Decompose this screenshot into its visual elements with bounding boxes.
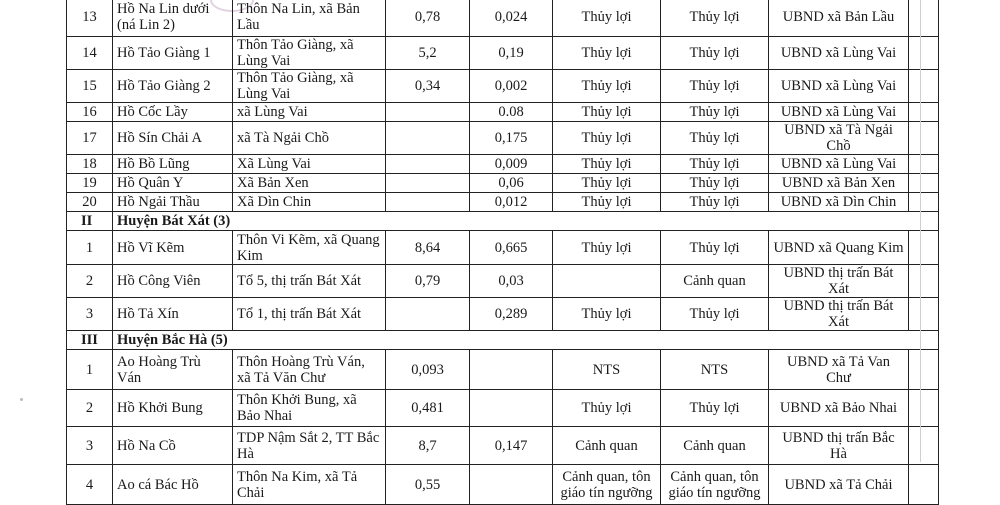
row-number: 13 [67,0,113,37]
value-b: 0,665 [470,231,553,265]
purpose-current: Thủy lợi [553,0,661,37]
purpose-current: Thủy lợi [553,70,661,103]
lake-name: Hồ Sín Chải A [113,122,233,155]
location: Thôn Khởi Bung, xã Bảo Nhai [233,390,386,427]
table-body [67,0,939,505]
lake-name: Hồ Na Cồ [113,427,233,465]
page-edge-line [920,0,921,462]
table-row [67,37,939,70]
value-b: 0,19 [470,37,553,70]
value-b: 0,03 [470,265,553,298]
empty-cell [909,298,939,331]
table-row [67,155,939,174]
purpose-planned: Thủy lợi [661,103,769,122]
purpose-current: Thủy lợi [553,103,661,122]
table-row [67,174,939,193]
managing-authority: UBND thị trấn Bát Xát [769,265,909,298]
location: Thôn Vi Kẽm, xã Quang Kim [233,231,386,265]
value-b: 0,175 [470,122,553,155]
purpose-current: Thủy lợi [553,122,661,155]
purpose-current: Thủy lợi [553,174,661,193]
group-number: III [67,331,113,350]
location: Thôn Tảo Giàng, xã Lùng Vai [233,70,386,103]
purpose-current: Thủy lợi [553,298,661,331]
row-number: 15 [67,70,113,103]
location: TDP Nậm Sắt 2, TT Bắc Hà [233,427,386,465]
table-row [67,193,939,212]
purpose-planned: Cảnh quan, tôn giáo tín ngưỡng [661,465,769,505]
empty-cell [909,70,939,103]
group-row [67,331,939,350]
value-a: 8,7 [386,427,470,465]
managing-authority: UBND xã Bảo Nhai [769,390,909,427]
row-number: 19 [67,174,113,193]
managing-authority: UBND xã Lùng Vai [769,70,909,103]
empty-cell [909,155,939,174]
value-a: 0,55 [386,465,470,505]
row-number: 1 [67,231,113,265]
value-b: 0,06 [470,174,553,193]
empty-cell [909,37,939,70]
location: xã Tà Ngải Chồ [233,122,386,155]
table-row [67,427,939,465]
value-a: 0,79 [386,265,470,298]
value-b: 0.08 [470,103,553,122]
managing-authority: UBND xã Lùng Vai [769,103,909,122]
lake-name: Hồ Tảo Giàng 2 [113,70,233,103]
row-number: 2 [67,265,113,298]
value-a: 0,34 [386,70,470,103]
table-row [67,465,939,505]
lake-name: Hồ Tả Xín [113,298,233,331]
value-a: 0,78 [386,0,470,37]
table-row [67,390,939,427]
purpose-planned: Thủy lợi [661,122,769,155]
purpose-current: NTS [553,350,661,390]
empty-cell [909,0,939,37]
table-row [67,231,939,265]
purpose-planned: Thủy lợi [661,155,769,174]
lake-name: Hồ Ngải Thầu [113,193,233,212]
empty-cell [909,390,939,427]
empty-cell [909,350,939,390]
row-number: 1 [67,350,113,390]
managing-authority: UBND thị trấn Bắc Hà [769,427,909,465]
row-number: 18 [67,155,113,174]
purpose-current: Thủy lợi [553,390,661,427]
group-row [67,212,939,231]
table-row [67,122,939,155]
value-a: 5,2 [386,37,470,70]
value-a [386,155,470,174]
row-number: 3 [67,298,113,331]
value-b: 0,002 [470,70,553,103]
managing-authority: UBND xã Tả Chải [769,465,909,505]
scan-speck [20,398,23,401]
row-number: 2 [67,390,113,427]
purpose-planned: NTS [661,350,769,390]
purpose-planned: Cảnh quan [661,427,769,465]
value-a: 0,481 [386,390,470,427]
managing-authority: UBND xã Lùng Vai [769,37,909,70]
lake-name: Hồ Công Viên [113,265,233,298]
managing-authority: UBND xã Lùng Vai [769,155,909,174]
lake-name: Hồ Cốc Lầy [113,103,233,122]
managing-authority: UBND xã Quang Kim [769,231,909,265]
lake-name: Hồ Na Lin dưới (ná Lin 2) [113,0,233,37]
value-a [386,103,470,122]
value-b [470,350,553,390]
value-b: 0,147 [470,427,553,465]
purpose-current: Cảnh quan [553,427,661,465]
purpose-planned: Thủy lợi [661,0,769,37]
empty-cell [909,103,939,122]
lake-name: Hồ Khởi Bung [113,390,233,427]
row-number: 14 [67,37,113,70]
lake-register-table [66,0,939,505]
location: Thôn Tảo Giàng, xã Lùng Vai [233,37,386,70]
table-row [67,298,939,331]
managing-authority: UBND xã Bản Lầu [769,0,909,37]
purpose-planned: Thủy lợi [661,298,769,331]
row-number: 4 [67,465,113,505]
purpose-current [553,265,661,298]
table-row [67,70,939,103]
value-b: 0,289 [470,298,553,331]
purpose-planned: Cảnh quan [661,265,769,298]
value-b: 0,024 [470,0,553,37]
location: Thôn Na Kim, xã Tả Chải [233,465,386,505]
value-a [386,193,470,212]
lake-name: Ao Hoàng Trù Ván [113,350,233,390]
empty-cell [909,174,939,193]
location: Xã Bản Xen [233,174,386,193]
purpose-current: Thủy lợi [553,37,661,70]
empty-cell [909,427,939,465]
value-a: 0,093 [386,350,470,390]
value-a [386,298,470,331]
row-number: 3 [67,427,113,465]
empty-cell [909,231,939,265]
value-b [470,390,553,427]
value-a: 8,64 [386,231,470,265]
location: Tổ 5, thị trấn Bát Xát [233,265,386,298]
lake-name: Hồ Quân Y [113,174,233,193]
purpose-current: Thủy lợi [553,193,661,212]
group-title: Huyện Bắc Hà (5) [113,331,939,350]
purpose-current: Cảnh quan, tôn giáo tín ngưỡng [553,465,661,505]
lake-name: Hồ Bồ Lũng [113,155,233,174]
purpose-planned: Thủy lợi [661,193,769,212]
managing-authority: UBND thị trấn Bát Xát [769,298,909,331]
value-b [470,465,553,505]
managing-authority: UBND xã Bản Xen [769,174,909,193]
location: Thôn Hoàng Trù Ván, xã Tả Văn Chư [233,350,386,390]
managing-authority: UBND xã Tả Van Chư [769,350,909,390]
location: Xã Lùng Vai [233,155,386,174]
purpose-current: Thủy lợi [553,155,661,174]
managing-authority: UBND xã Tà Ngải Chồ [769,122,909,155]
purpose-planned: Thủy lợi [661,37,769,70]
location: Tổ 1, thị trấn Bát Xát [233,298,386,331]
location: Xã Dìn Chin [233,193,386,212]
empty-cell [909,122,939,155]
table-row [67,0,939,37]
purpose-current: Thủy lợi [553,231,661,265]
table-row [67,265,939,298]
value-b: 0,012 [470,193,553,212]
purpose-planned: Thủy lợi [661,174,769,193]
managing-authority: UBND xã Dìn Chin [769,193,909,212]
lake-name: Hồ Tảo Giàng 1 [113,37,233,70]
group-number: II [67,212,113,231]
purpose-planned: Thủy lợi [661,231,769,265]
group-title: Huyện Bát Xát (3) [113,212,939,231]
purpose-planned: Thủy lợi [661,70,769,103]
lake-name: Ao cá Bác Hồ [113,465,233,505]
value-a [386,174,470,193]
row-number: 17 [67,122,113,155]
location: xã Lùng Vai [233,103,386,122]
row-number: 20 [67,193,113,212]
value-a [386,122,470,155]
empty-cell [909,465,939,505]
row-number: 16 [67,103,113,122]
lake-name: Hồ Vĩ Kẽm [113,231,233,265]
location: Thôn Na Lin, xã Bản Lầu [233,0,386,37]
table-row [67,103,939,122]
empty-cell [909,265,939,298]
purpose-planned: Thủy lợi [661,390,769,427]
value-b: 0,009 [470,155,553,174]
empty-cell [909,193,939,212]
table-row [67,350,939,390]
